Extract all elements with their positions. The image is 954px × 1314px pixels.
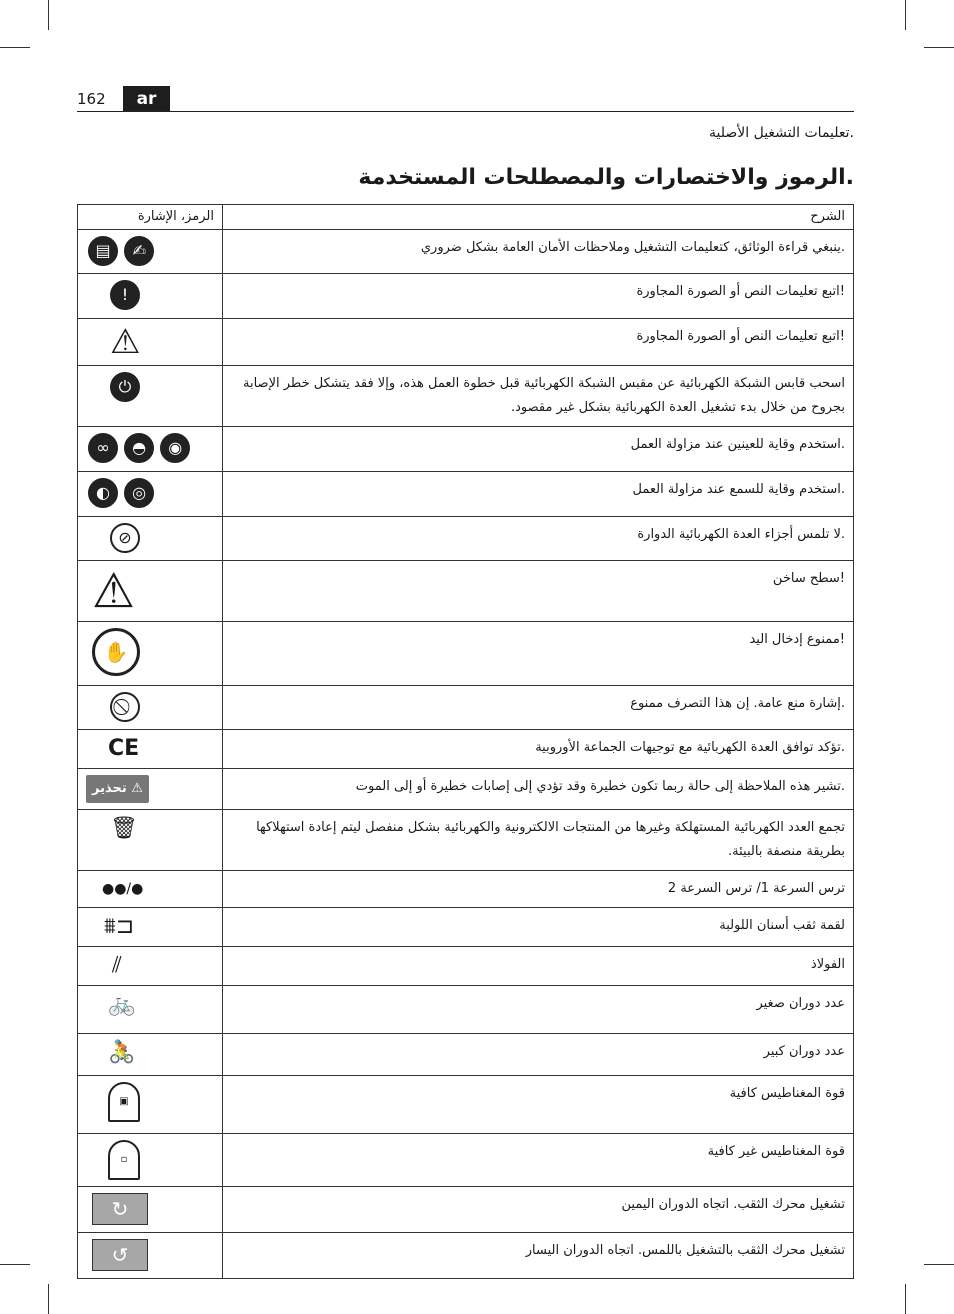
row-icons (78, 947, 223, 986)
table-row (78, 427, 854, 472)
helmet-icon: ◓ (124, 433, 154, 463)
table-row (78, 947, 854, 986)
steel-icon: ⫽ (112, 953, 122, 978)
language-tab: ar (123, 86, 170, 112)
table-row (78, 472, 854, 517)
row-icons (78, 686, 223, 730)
read-instructions-icon: ✍ (124, 236, 154, 266)
table-row (78, 1187, 854, 1233)
crop-mark (48, 0, 49, 30)
row-icons (78, 319, 223, 366)
speed-gear-icon: ●/●● (102, 881, 144, 897)
table-row (78, 622, 854, 686)
table-row (78, 1034, 854, 1076)
rotate-right-icon: ↻ (92, 1193, 148, 1225)
row-icons (78, 1233, 223, 1279)
table-row (78, 1233, 854, 1279)
row-text: .تشير هذه الملاحظة إلى حالة ربما تكون خطيرة وقد تؤدي إلى إصابات خطيرة أو إلى الموت (223, 769, 854, 810)
row-text: .لا تلمس أجزاء العدة الكهربائية الدوارة (223, 517, 854, 561)
row-icons (78, 986, 223, 1034)
table-row (78, 986, 854, 1034)
section-title: .الرموز والاختصارات والمصطلحات المستخدمة (358, 165, 854, 190)
table-row (78, 908, 854, 947)
warning-triangle-icon: ⚠ (110, 322, 141, 362)
crop-mark (0, 47, 30, 48)
crop-mark (905, 1284, 906, 1314)
ear-muffs-icon: ◎ (124, 478, 154, 508)
row-text: تشغيل محرك الثقب بالتشغيل باللمس. اتجاه الدوران اليسار (223, 1233, 854, 1279)
row-text: !ممنوع إدخال اليد (223, 622, 854, 686)
prohibition-icon (110, 692, 140, 722)
table-row (78, 871, 854, 908)
row-icons (78, 769, 223, 810)
row-text: تشغيل محرك الثقب. اتجاه الدوران اليمين (223, 1187, 854, 1233)
row-text: .استخدم وقاية للعينين عند مزاولة العمل (223, 427, 854, 472)
row-icons (78, 871, 223, 908)
row-icons (78, 1134, 223, 1187)
row-text: .ينبغي قراءة الوثائق، كتعليمات التشغيل وملاحظات الأمان العامة بشكل ضروري (223, 230, 854, 274)
table-row (78, 517, 854, 561)
row-text: عدد دوران صغير (223, 986, 854, 1034)
table-row (78, 769, 854, 810)
row-text: قوة المغناطيس غير كافية (223, 1134, 854, 1187)
table-row (78, 810, 854, 871)
table-row (78, 319, 854, 366)
row-icons (78, 810, 223, 871)
manual-icon: ▤ (88, 236, 118, 266)
table-row (78, 366, 854, 427)
rotate-left-icon: ↺ (92, 1239, 148, 1271)
row-text: .إشارة منع عامة. إن هذا التصرف ممنوع (223, 686, 854, 730)
weee-bin-icon: 🗑 (110, 816, 138, 841)
row-text: !اتبع تعليمات النص أو الصورة المجاورة (223, 319, 854, 366)
row-icons (78, 517, 223, 561)
hot-surface-icon: ⚠ (92, 563, 136, 619)
row-text: اسحب قابس الشبكة الكهربائية عن مقبس الشبكة الكهربائية قبل خطوة العمل هذه، وإلا فقد يتشكل خطر الإصابة بجروح من خلال بدء تشغيل العدة الكهربائية بشكل غير مقصود. (223, 366, 854, 427)
row-text: !اتبع تعليمات النص أو الصورة المجاورة (223, 274, 854, 319)
magnet-insufficient-icon: ▫ (108, 1140, 140, 1180)
row-text: عدد دوران كبير (223, 1034, 854, 1076)
crop-mark (48, 1284, 49, 1314)
header-symbol: الرمز، الإشارة (78, 205, 223, 230)
ear-protection-icon: ◐ (88, 478, 118, 508)
mandatory-exclamation-icon: ! (110, 280, 140, 310)
face-shield-icon: ◉ (160, 433, 190, 463)
row-text: لقمة ثقب أسنان اللولبة (223, 908, 854, 947)
page-number: 162 (77, 90, 106, 108)
caution-badge-icon: ⚠ تحذير (86, 775, 149, 803)
row-icons (78, 472, 223, 517)
goggles-icon: ∞ (88, 433, 118, 463)
row-icons (78, 561, 223, 622)
row-icons (78, 622, 223, 686)
row-icons (78, 1076, 223, 1134)
do-not-touch-icon: ⊘ (110, 523, 140, 553)
header-explanation: الشرح (223, 205, 854, 230)
row-text: ترس السرعة 1/ ترس السرعة 2 (223, 871, 854, 908)
crop-mark (924, 47, 954, 48)
table-row (78, 274, 854, 319)
table-row (78, 730, 854, 769)
row-text: تجمع العدد الكهربائية المستهلكة وغيرها من المنتجات الالكترونية والكهربائية بشكل منفصل ليتم إعادة استهلاكها بطريقة منصفة بالبيئة. (223, 810, 854, 871)
row-icons (78, 1187, 223, 1233)
no-hand-entry-icon: ✋ (92, 628, 140, 676)
table-row (78, 561, 854, 622)
low-speed-cyclist-icon: 🚲 (108, 992, 136, 1017)
unplug-mains-icon: ⏻ (110, 372, 140, 402)
thread-tap-icon: ⊏⩩ (104, 914, 135, 939)
document-subtitle: .تعليمات التشغيل الأصلية (709, 125, 854, 141)
row-icons (78, 427, 223, 472)
table-row (78, 686, 854, 730)
row-text: الفولاذ (223, 947, 854, 986)
row-text: قوة المغناطيس كافية (223, 1076, 854, 1134)
table-row (78, 230, 854, 274)
table-header-row (78, 205, 854, 230)
header-rule (77, 111, 854, 112)
row-text: .استخدم وقاية للسمع عند مزاولة العمل (223, 472, 854, 517)
row-icons (78, 908, 223, 947)
row-icons (78, 230, 223, 274)
crop-mark (924, 1264, 954, 1265)
row-text: !سطح ساخن (223, 561, 854, 622)
table-row (78, 1134, 854, 1187)
crop-mark (905, 0, 906, 30)
row-icons (78, 274, 223, 319)
crop-mark (0, 1264, 30, 1265)
table-row (78, 1076, 854, 1134)
row-icons (78, 730, 223, 769)
row-icons (78, 366, 223, 427)
symbols-table (77, 204, 854, 1279)
magnet-sufficient-icon: ▣ (108, 1082, 140, 1122)
caution-badge-label: تحذير (92, 781, 127, 796)
high-speed-cyclist-icon: 🚴 (108, 1040, 136, 1065)
ce-mark-icon: CE (108, 736, 140, 761)
row-icons (78, 1034, 223, 1076)
row-text: .تؤكد توافق العدة الكهربائية مع توجيهات الجماعة الأوروبية (223, 730, 854, 769)
